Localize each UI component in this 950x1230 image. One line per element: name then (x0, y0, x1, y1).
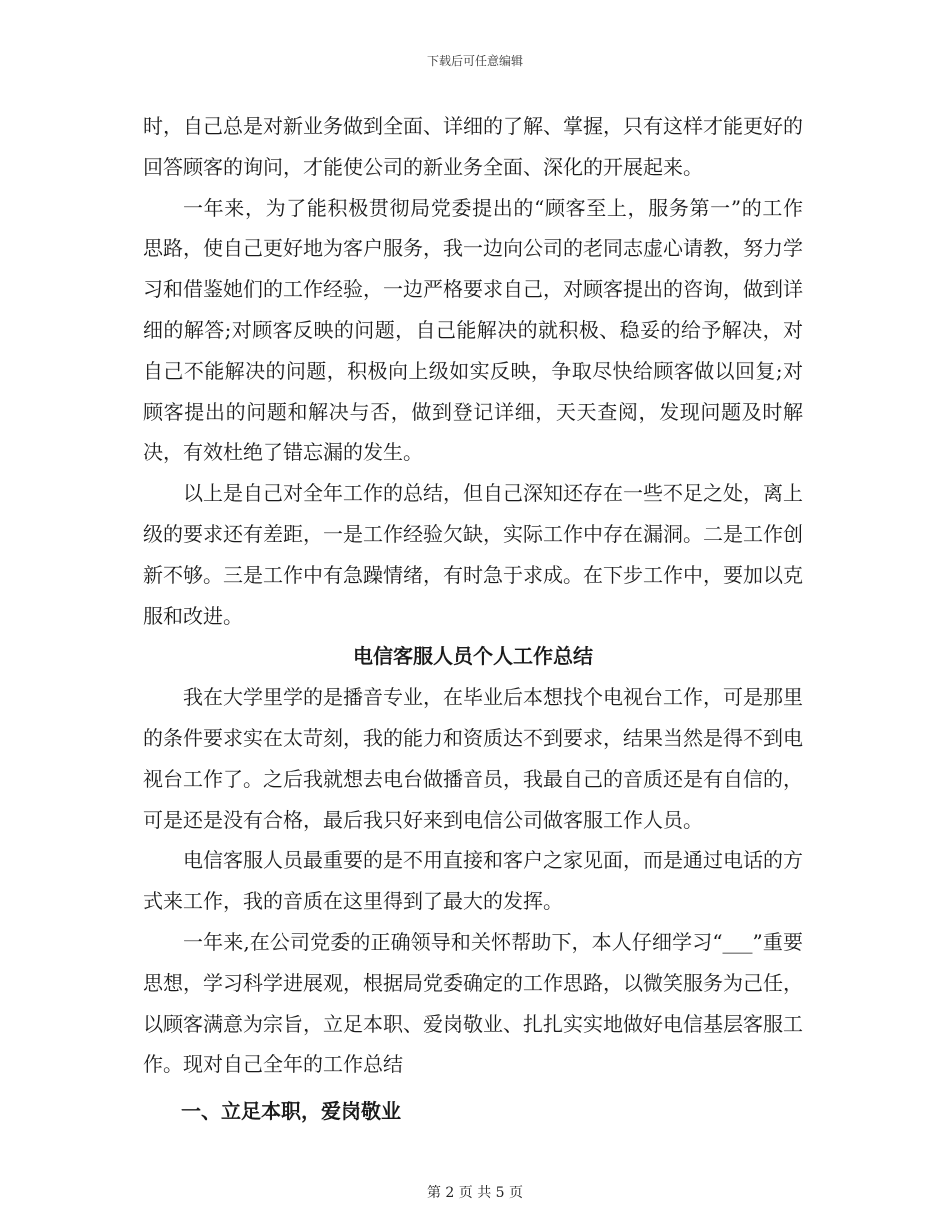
paragraph-shortcomings: 以上是自己对全年工作的总结，但自己深知还存在一些不足之处，离上级的要求还有差距，一是工作经验欠缺，实际工作中存在漏洞。二是工作创新不够。三是工作中有急躁情绪，有时急于求成。在下步工作中，要加以克服和改进。 (143, 481, 803, 628)
subheading-one: 一、立足本职，爱岗敬业 (181, 1099, 401, 1124)
page-header: 下载后可任意编辑 (426, 54, 523, 68)
document-body (143, 106, 803, 1132)
section-title: 电信客服人员个人工作总结 (353, 644, 593, 669)
paragraph-continuation: 时，自己总是对新业务做到全面、详细的了解、掌握，只有这样才能更好的回答顾客的询问，才能使公司的新业务全面、深化的开展起来。 (143, 114, 803, 179)
paragraph-year-review: 一年来,在公司党委的正确领导和关怀帮助下，本人仔细学习“___”重要思想，学习科学进展观，根据局党委确定的工作思路，以微笑服务为己任，以顾客满意为宗旨，立足本职、爱岗敬业、扎扎实实地做好电信基层客服工作。现对自己全年的工作总结 (143, 929, 803, 1077)
paragraph-background: 我在大学里学的是播音专业，在毕业后本想找个电视台工作，可是那里的条件要求实在太苛刻，我的能力和资质达不到要求，结果当然是得不到电视台工作了。之后我就想去电台做播音员，我最自己的音质还是有自信的，可是还是没有合格，最后我只好来到电信公司做客服工作人员。 (143, 685, 803, 832)
paragraph-service-approach: 一年来，为了能积极贯彻局党委提出的“顾客至上，服务第一”的工作思路，使自己更好地为客户服务，我一边向公司的老同志虚心请教，努力学习和借鉴她们的工作经验，一边严格要求自己，对顾客提出的咨询，做到详细的解答;对顾客反映的问题，自己能解决的就积极、稳妥的给予解决，对自己不能解决的问题，积极向上级如实反映，争取尽快给顾客做以回复;对顾客提出的问题和解决与否，做到登记详细，天天查阅，发现问题及时解决，有效杜绝了错忘漏的发生。 (143, 195, 803, 465)
paragraph-role-importance: 电信客服人员最重要的是不用直接和客户之家见面，而是通过电话的方式来工作，我的音质在这里得到了最大的发挥。 (143, 848, 803, 914)
page-number: 第 2 页 共 5 页 (426, 1185, 524, 1201)
